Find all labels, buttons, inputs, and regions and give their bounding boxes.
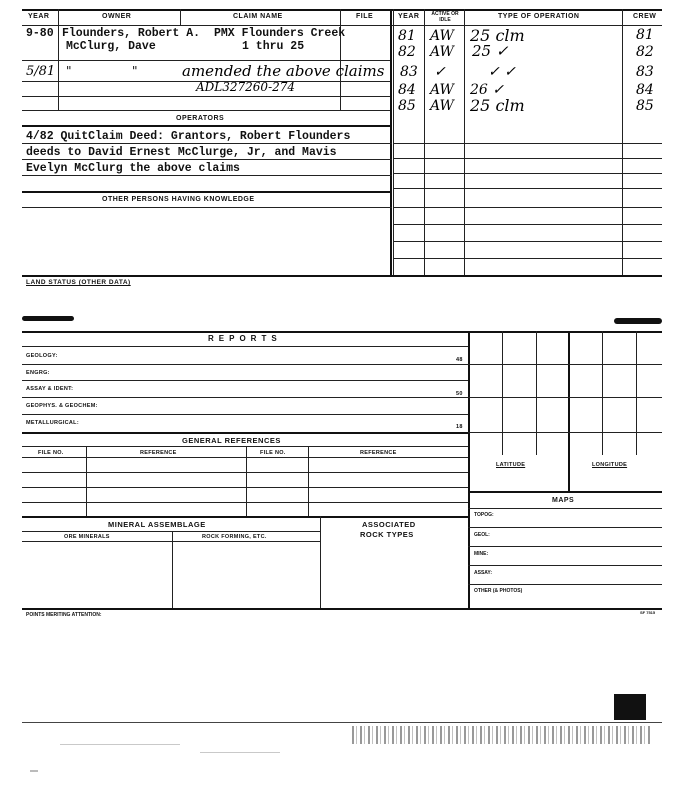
maps-other: OTHER (& PHOTOS) (474, 588, 523, 594)
claim-name-3: amended the above claims (182, 62, 385, 80)
claim-owner-2: McClurg, Dave (66, 40, 156, 53)
maps-heading: MAPS (552, 497, 575, 504)
ops-crew-3: 83 (636, 64, 654, 80)
report-metallurgical: METALLURGICAL: (26, 420, 79, 426)
longitude-label: LONGITUDE (592, 462, 628, 468)
ops-status-1: AW (430, 28, 454, 44)
smudge-left (22, 316, 74, 321)
ops-operation-5: 25 clm (470, 96, 525, 115)
smudge-right (614, 318, 662, 324)
report-engrg: ENGRG: (26, 370, 50, 376)
operators-heading: OPERATORS (176, 115, 225, 122)
ops-crew-5: 85 (636, 98, 654, 114)
report-geology: GEOLOGY: (26, 353, 58, 359)
ops-operation-4: 26 ✓ (470, 82, 504, 98)
ops-year-4: 84 (398, 82, 416, 98)
claim-owner-1: Flounders, Robert A. (62, 27, 201, 40)
land-status-heading: LAND STATUS (OTHER DATA) (26, 279, 131, 286)
ops-status-4: AW (430, 82, 454, 98)
reports-heading: REPORTS (208, 334, 282, 343)
ops-operation-1: 25 clm (470, 26, 525, 45)
claim-year-3: 5/81 (26, 64, 56, 79)
header-type-of-operation: TYPE OF OPERATION (498, 13, 580, 20)
claim-owner-3b: " (132, 64, 138, 78)
ops-year-5: 85 (398, 98, 416, 114)
header-file: FILE (356, 13, 374, 20)
genref-file-no-1: FILE NO. (38, 450, 64, 456)
scan-artifact-block (614, 694, 646, 720)
claim-name-1: PMX Flounders Creek (214, 27, 346, 40)
header-claim-name: CLAIM NAME (233, 13, 283, 20)
ops-crew-2: 82 (636, 44, 654, 60)
operators-line-2: deeds to David Ernest McClurge, Jr, and Mavis (26, 146, 337, 159)
mineral-assemblage-heading: MINERAL ASSEMBLAGE (108, 520, 206, 529)
associated-label: ASSOCIATED (362, 520, 416, 529)
rock-forming-label: ROCK FORMING, ETC. (202, 534, 267, 540)
ore-minerals-label: ORE MINERALS (64, 534, 110, 540)
maps-mine: MINE: (474, 551, 489, 557)
ops-crew-4: 84 (636, 82, 654, 98)
ops-status-2: AW (430, 44, 454, 60)
ops-operation-3: ✓ ✓ (488, 64, 516, 80)
report-assay: ASSAY & IDENT: (26, 386, 74, 392)
claim-year-1: 9-80 (26, 27, 54, 40)
ops-crew-1: 81 (636, 27, 654, 43)
header-active-idle: ACTIVE OR IDLE (431, 11, 459, 23)
ops-year-1: 81 (398, 28, 416, 44)
ops-operation-2: 25 ✓ (472, 42, 509, 60)
report-assay-num: 50 (456, 391, 463, 397)
claim-name-4: ADL327260-274 (196, 80, 296, 94)
other-persons-heading: OTHER PERSONS HAVING KNOWLEDGE (102, 196, 255, 203)
general-references-heading: GENERAL REFERENCES (182, 436, 281, 445)
latitude-label: LATITUDE (496, 462, 526, 468)
claim-owner-3a: " (66, 64, 72, 78)
ops-status-3: ✓ (434, 64, 446, 80)
genref-reference-2: REFERENCE (360, 450, 397, 456)
genref-reference-1: REFERENCE (140, 450, 177, 456)
maps-assay: ASSAY: (474, 570, 493, 576)
header-owner: OWNER (102, 13, 132, 20)
ops-year-3: 83 (400, 64, 418, 80)
operators-line-1: 4/82 QuitClaim Deed: Grantors, Robert Flounders (26, 130, 351, 143)
scan-noise-band (352, 726, 652, 744)
header-crew: CREW (633, 13, 657, 20)
header-year: YEAR (28, 13, 50, 20)
report-geophys: GEOPHYS. & GEOCHEM: (26, 403, 98, 409)
claim-name-2: 1 thru 25 (242, 40, 305, 53)
genref-file-no-2: FILE NO. (260, 450, 286, 456)
maps-topog: TOPOG: (474, 512, 494, 518)
report-geology-num: 48 (456, 357, 463, 363)
ops-status-5: AW (430, 98, 454, 114)
header-year-2: YEAR (398, 13, 420, 20)
form-number: SF 7515 (640, 610, 656, 615)
maps-geol: GEOL: (474, 532, 490, 538)
operators-line-3: Evelyn McClurg the above claims (26, 162, 240, 175)
rock-types-label: ROCK TYPES (360, 530, 414, 539)
report-metallurgical-num: 18 (456, 424, 463, 430)
ops-year-2: 82 (398, 44, 416, 60)
points-meriting-heading: POINTS MERITING ATTENTION: (26, 612, 102, 618)
